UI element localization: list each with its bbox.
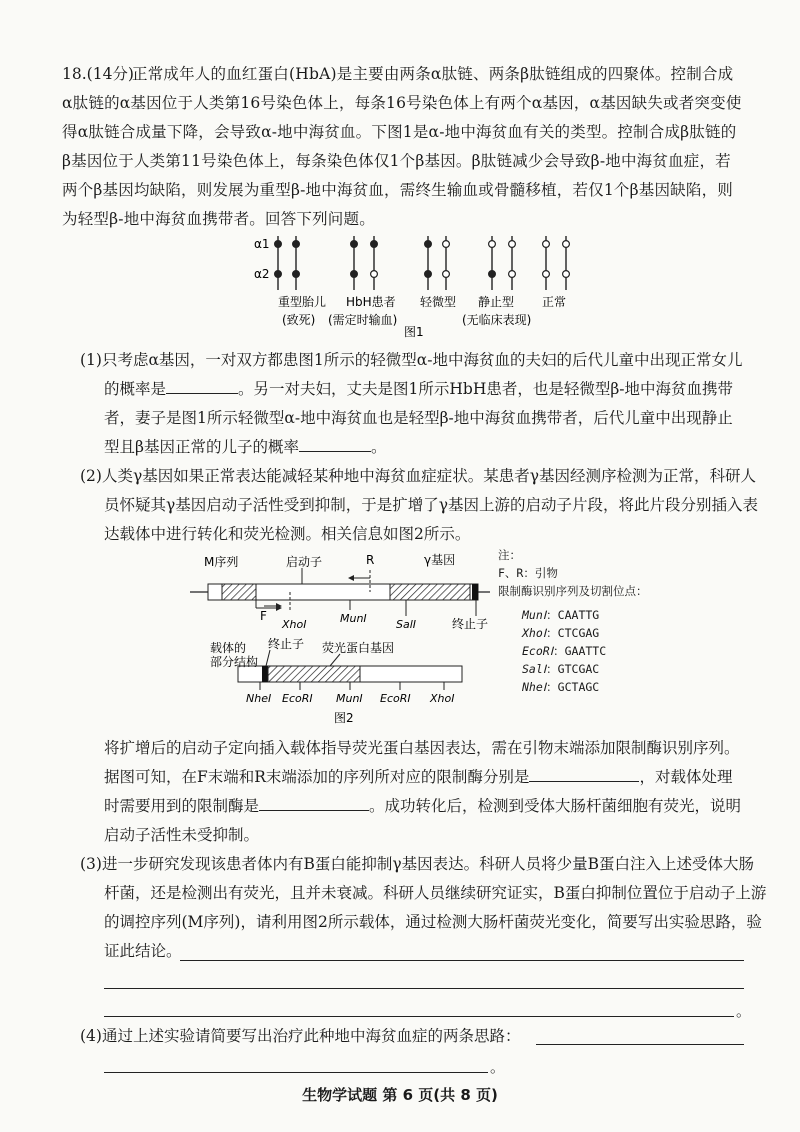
xho-top-label: XhoⅠ: [282, 618, 307, 631]
note-title: 注：: [498, 548, 521, 562]
alpha-gene-normal: [509, 241, 516, 248]
answer-blank-3[interactable]: [529, 763, 639, 782]
eco1-label: EcoRⅠ: [282, 692, 313, 705]
answer-blank-2[interactable]: [299, 433, 371, 452]
figure-1-chromosomes: [275, 236, 570, 290]
sub-3-label: (3): [80, 855, 102, 873]
mun-bottom-label: MunⅠ: [336, 692, 363, 705]
nhe-label: NheⅠ: [246, 692, 272, 705]
alpha-gene-defective: [293, 271, 300, 278]
page-footer: 生物学试题 第 6 页(共 8 页): [302, 1086, 498, 1104]
fluorescent-gene-region: [268, 666, 360, 682]
alpha-gene-normal: [443, 271, 450, 278]
question-number: 18.(14分): [62, 65, 134, 83]
alpha-gene-defective: [351, 271, 358, 278]
sub-2-label: (2): [80, 467, 102, 485]
alpha-gene-normal: [371, 271, 378, 278]
type-1-note: (致死): [282, 313, 316, 327]
sub-1-text-a: 只考虑α基因，一对双方都患图1所示的轻微型α-地中海贫血的夫妇的后代儿童中出现正常女儿的概率是: [101, 351, 743, 398]
question-intro: 正常成年人的血红蛋白(HbA)是主要由两条α肽链、两条β肽链组成的四聚体。控制合成α肽链的α基因位于人类第16号染色体上，每条16号染色体上有两个α基因，α基因缺失或者突变使得α肽链合成量下降，会导致α-地中海贫血。下图1是α-地中海贫血有关的类型。控制合成β肽链的β基因位于人类第11号染色体上，每条染色体仅1个β基因。β肽链减少会导致β-地中海贫血症，若两个β基因均缺陷，则发展为重型β-地中海贫血，需终生输血或骨髓移植，若仅1个β基因缺陷，则为轻型β-地中海贫血携带者。回答下列问题。: [62, 65, 742, 228]
sub-question-1: (1)只考虑α基因，一对双方都患图1所示的轻微型α-地中海贫血的夫妇的后代儿童中出现正常女儿的概率是 。另一对夫妇，丈夫是图1所示HbH患者，也是轻微型β-地中海贫血携带者，妻子是图1所示轻微型α-地中海贫血也是轻型β-地中海贫血携带者，后代儿童中出现静止型且β基因正常的儿子的概率 。: [80, 351, 743, 456]
answer-line-4b[interactable]: [104, 1072, 488, 1073]
sub-question-3: [80, 850, 768, 966]
sub-4-label: (4): [80, 1027, 102, 1045]
m-sequence-label: M序列: [204, 555, 239, 569]
sub-question-2-continued: 将扩增后的启动子定向插入载体指导荧光蛋白基因表达，需在引物末端添加限制酶识别序列。据图可知，在F末端和R末端添加的序列所对应的限制酶分别是 ，对载体处理时需要用到的限制酶是 。成功转化后，检测到受体大肠杆菌细胞有荧光，说明启动子活性未受抑制。: [104, 739, 742, 844]
type-5-name: 正常: [542, 295, 567, 309]
fluor-gene-label: 荧光蛋白基因: [322, 641, 395, 655]
row-label-a1: α1: [254, 237, 270, 251]
row-label-a2: α2: [254, 267, 270, 281]
enzyme-row: XhoⅠ：CTCGAG: [522, 626, 600, 640]
type-2-note: (需定时输血): [328, 313, 398, 327]
gamma-gene-label: γ基因: [424, 553, 456, 567]
alpha-gene-defective: [489, 271, 496, 278]
answer-line-3c[interactable]: [104, 1016, 734, 1017]
xho-bottom-label: XhoⅠ: [430, 692, 455, 705]
alpha-gene-defective: [425, 271, 432, 278]
alpha-gene-defective: [293, 241, 300, 248]
note-enzyme-title: 限制酶识别序列及切割位点：: [498, 584, 648, 598]
terminator-top-label: 终止子: [452, 617, 489, 631]
mun-top-label: MunⅠ: [340, 612, 367, 625]
sub-2-text: 人类γ基因如果正常表达能减轻某种地中海贫血症症状。某患者γ基因经测序检测为正常，科研人员怀疑其γ基因启动子活性受到抑制，于是扩增了γ基因上游的启动子片段，将此片段分别插入表达载体中进行转化和荧光检测。相关信息如图2所示。: [101, 467, 759, 543]
promoter-label: 启动子: [286, 555, 323, 569]
m-sequence-region: [222, 584, 256, 600]
alpha-gene-normal: [563, 271, 570, 278]
answer-blank-1[interactable]: [166, 375, 238, 394]
enzyme-list: [498, 606, 748, 696]
figure-2-caption: 图2: [334, 711, 354, 725]
answer-blank-4[interactable]: [259, 792, 369, 811]
answer-line-3a[interactable]: [180, 960, 744, 961]
alpha-gene-normal: [543, 271, 550, 278]
alpha-gene-normal: [563, 241, 570, 248]
primer-f-label: F: [260, 609, 267, 623]
terminator-block: [472, 584, 478, 600]
type-1-name: 重型胎儿: [278, 295, 327, 309]
alpha-gene-normal: [489, 241, 496, 248]
answer-line-3b[interactable]: [104, 988, 744, 989]
alpha-gene-normal: [543, 241, 550, 248]
sub-1-label: (1): [80, 351, 102, 369]
enzyme-row: NheⅠ：GCTAGC: [522, 680, 600, 694]
sub-4-text: 通过上述实验请简要写出治疗此种地中海贫血症的两条思路：: [101, 1027, 521, 1045]
type-4-name: 静止型: [478, 295, 515, 309]
alpha-gene-normal: [509, 271, 516, 278]
sub-3-end: 。: [736, 1002, 752, 1020]
type-2-name: HbH患者: [346, 295, 396, 309]
figure-2-note: [498, 546, 748, 696]
answer-line-4a[interactable]: [536, 1044, 744, 1045]
sub-question-4: [80, 1022, 744, 1051]
alpha-gene-defective: [371, 241, 378, 248]
enzyme-row: MunⅠ：CAATTG: [522, 608, 600, 622]
vector-label-2: 部分结构: [210, 655, 259, 669]
alpha-gene-defective: [351, 241, 358, 248]
enzyme-row: EcoRⅠ：GAATTC: [522, 644, 607, 658]
note-primer: F、R：引物: [498, 566, 558, 580]
eco2-label: EcoRⅠ: [380, 692, 411, 705]
sub-3-text: 进一步研究发现该患者体内有B蛋白能抑制γ基因表达。科研人员将少量B蛋白注入上述受体大肠杆菌，还是检测出有荧光，且并未衰减。科研人员继续研究证实，B蛋白抑制位置位于启动子上游的调控序列(M序列)，请利用图2所示载体，通过检测大肠杆菌荧光变化，简要写出实验思路，验证此结论。: [101, 855, 767, 960]
figure-1: [240, 232, 580, 342]
sub-4-end: 。: [490, 1058, 506, 1076]
enzyme-row: SalⅠ：GTCGAC: [522, 662, 600, 676]
alpha-gene-defective: [425, 241, 432, 248]
type-4-note: (无临床表现): [462, 313, 532, 327]
vector-label-1: 载体的: [210, 641, 247, 655]
type-3-name: 轻微型: [420, 295, 457, 309]
primer-r-label: R: [366, 553, 375, 567]
vector-terminator-block: [262, 666, 268, 682]
gamma-gene-region: [390, 584, 470, 600]
vector-terminator-label: 终止子: [268, 637, 305, 651]
sub-question-2: [80, 462, 768, 549]
sal-top-label: SalⅠ: [396, 618, 417, 631]
figure-2: [190, 548, 490, 728]
sub-1-text-b: 。另一对夫妇，丈夫是图1所示HbH患者，也是轻微型β-地中海贫血携带者，妻子是图1所示轻微型α-地中海贫血也是轻型β-地中海贫血携带者，后代儿童中出现静止型且β基因正常的儿子的概率: [104, 380, 734, 456]
alpha-gene-defective: [275, 271, 282, 278]
alpha-gene-defective: [275, 241, 282, 248]
alpha-gene-normal: [443, 241, 450, 248]
figure-1-caption: 图1: [404, 325, 424, 339]
